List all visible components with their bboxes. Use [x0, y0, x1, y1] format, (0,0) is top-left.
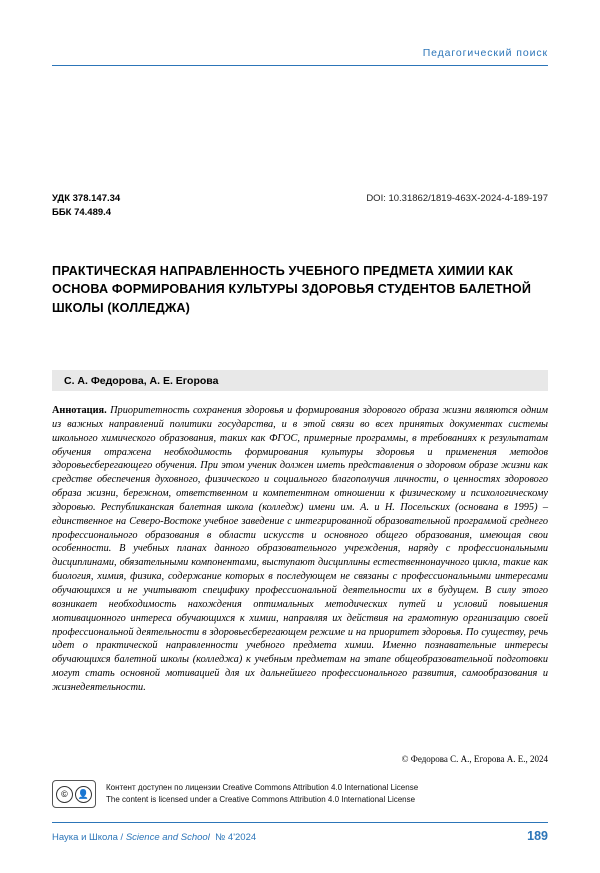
udk-code: УДК 378.147.34 — [52, 193, 121, 204]
journal-name-en: Science and School — [125, 832, 210, 843]
creative-commons-icon — [52, 780, 96, 808]
journal-name-ru: Наука и Школа — [52, 832, 118, 843]
copyright-notice: © Федорова С. А., Егорова А. Е., 2024 — [401, 754, 548, 764]
authors-list: С. А. Федорова, А. Е. Егорова — [64, 374, 219, 387]
page-footer — [52, 829, 548, 843]
classification-codes — [52, 192, 548, 220]
by-circle-icon: 👤 — [75, 786, 92, 803]
journal-name — [52, 832, 256, 843]
cc-circle-icon: © — [56, 786, 73, 803]
abstract-label: Аннотация. — [52, 405, 107, 416]
authors-bar — [52, 370, 548, 391]
license-block — [52, 780, 548, 808]
license-line-en: The content is licensed under a Creative Commons Attribution 4.0 International License — [106, 795, 416, 804]
doi-code[interactable]: DOI: 10.31862/1819-463X-2024-4-189-197 — [366, 193, 548, 204]
bbk-code: ББК 74.489.4 — [52, 206, 112, 218]
abstract-text: Приоритетность сохранения здоровья и формирования здорового образа жизни являются одним из важных направлений политики государства, и в этой связи во всех принятых документах системы школьного химического образования, таких как ФГОС, примерные программы, в требованиях к результатам обучения отражена необходимость формирования культуры здоровья и применения методов здоровьесберегающего обучения. При этом ученик должен иметь представления о здоровом образе жизни как средстве обеспечения духовного, физического и социального благополучия личности, о ценностях здорового образа жизни, бережном, ответственном и компетентном отношении к физическому и психологическому здоровью. Республиканская балетная школа (колледж) имени им. А. и Н. Посельских (основана в 1995) – единственное на Северо-Востоке учебное заведение с интегрированной образовательной программой среднего профессионального образования в области искусств и основного общего образования, имеющая свои особенности. В учебных планах данного образовательного учреждения, наряду с профессиональными дисциплинами, обязательными компонентами, выступают дисциплины естественнонаучного цикла, такие как биология, химия, физика, содержание которых в последующем не связаны с профессиональными интересами обучающихся и не учитывают специфику профессиональной деятельности их в будущем. В силу этого возникает необходимость нахождения оптимальных методических путей и условий повышения мотивационного интереса обучающихся к химии, направляя их действия на грамотную организацию своей профессиональной деятельности в здоровьесберегающем режиме и на приоритет здоровья. По существу, речь идет о практической направленности учебного предмета химии. Именно познавательные интересы обучающихся балетной школы (колледжа) к учебным предметам на этапе общеобразовательной подготовки могут стать основной мотивацией для их дальнейшего профессионального развития, самообразования и жизнедеятельности. — [52, 405, 548, 693]
license-text — [106, 782, 418, 806]
page-header — [52, 47, 548, 66]
page-title: ПРАКТИЧЕСКАЯ НАПРАВЛЕННОСТЬ УЧЕБНОГО ПРЕДМЕТА ХИМИИ КАК ОСНОВА ФОРМИРОВАНИЯ КУЛЬТУРЫ ЗДОРОВЬЯ СТУДЕНТОВ БАЛЕТНОЙ ШКОЛЫ (КОЛЛЕДЖА) — [52, 264, 532, 315]
section-title: Педагогический поиск — [422, 47, 548, 59]
license-line-ru: Контент доступен по лицензии Creative Commons Attribution 4.0 International License — [106, 783, 419, 792]
header-divider — [52, 65, 548, 66]
udk-bbk-block — [52, 192, 120, 220]
footer-divider — [52, 822, 548, 823]
journal-issue: № 4'2024 — [215, 832, 257, 843]
journal-name-separator: / — [117, 832, 126, 843]
page-number: 189 — [527, 829, 548, 843]
abstract-block — [52, 404, 548, 695]
